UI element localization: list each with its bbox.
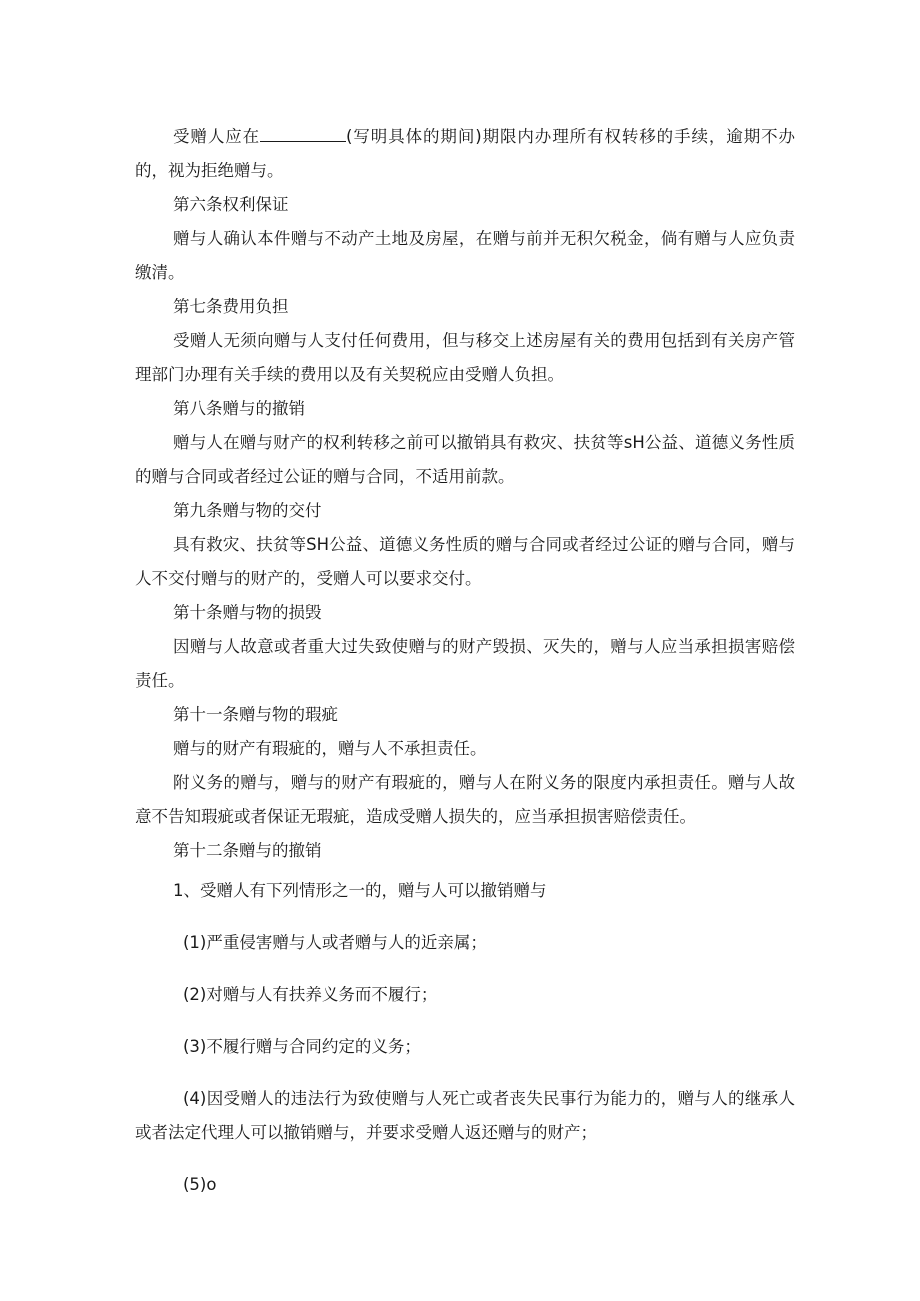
- transfer-deadline-text-before: 受赠人应在: [173, 127, 261, 146]
- article-12-title: 第十二条赠与的撤销: [173, 841, 322, 860]
- article-12-sub-5: (5)o: [183, 1175, 217, 1194]
- document-body: [135, 120, 795, 1202]
- article-7-body: 受赠人无须向赠与人支付任何费用，但与移交上述房屋有关的费用包括到有关房产管理部门办理有关手续的费用以及有关契税应由受赠人负担。: [135, 331, 795, 384]
- article-12-sub-2: (2)对赠与人有扶养义务而不履行；: [183, 985, 438, 1004]
- article-6-title: 第六条权利保证: [173, 195, 289, 214]
- article-9-body: 具有救灾、扶贫等SH公益、道德义务性质的赠与合同或者经过公证的赠与合同，赠与人不交付赠与的财产的，受赠人可以要求交付。: [135, 535, 795, 588]
- article-6-body: 赠与人确认本件赠与不动产土地及房屋，在赠与前并无积欠税金，倘有赠与人应负责缴清。: [135, 229, 795, 282]
- article-11-body-2: 附义务的赠与，赠与的财产有瑕疵的，赠与人在附义务的限度内承担责任。赠与人故意不告知瑕疵或者保证无瑕疵，造成受赠人损失的，应当承担损害赔偿责任。: [135, 773, 795, 826]
- article-12-sub-3: (3)不履行赠与合同约定的义务；: [183, 1037, 421, 1056]
- article-10-body: 因赠与人故意或者重大过失致使赠与的财产毁损、灭失的，赠与人应当承担损害赔偿责任。: [135, 637, 795, 690]
- transfer-deadline-paragraph: [135, 120, 795, 188]
- article-10-title: 第十条赠与物的损毁: [173, 603, 322, 622]
- article-11-title: 第十一条赠与物的瑕疵: [173, 705, 338, 724]
- article-11-body-1: 赠与的财产有瑕疵的，赠与人不承担责任。: [173, 739, 487, 758]
- article-9-title: 第九条赠与物的交付: [173, 501, 322, 520]
- transfer-deadline-text-after: (写明具体的期间)期限内办理所有权转移的手续，逾期不办的，视为拒绝赠与。: [135, 127, 796, 180]
- article-7-title: 第七条费用负担: [173, 297, 289, 316]
- article-8-body: 赠与人在赠与财产的权利转移之前可以撤销具有救灾、扶贫等sH公益、道德义务性质的赠与合同或者经过公证的赠与合同，不适用前款。: [135, 433, 795, 486]
- article-12-sub-1: (1)严重侵害赠与人或者赠与人的近亲属；: [183, 933, 487, 952]
- article-12-item-1: 1、受赠人有下列情形之一的，赠与人可以撤销赠与: [173, 881, 547, 900]
- article-12-sub-4: (4)因受赠人的违法行为致使赠与人死亡或者丧失民事行为能力的，赠与人的继承人或者法定代理人可以撤销赠与，并要求受赠人返还赠与的财产；: [135, 1089, 795, 1142]
- article-8-title: 第八条赠与的撤销: [173, 399, 305, 418]
- period-blank-field: [260, 127, 346, 142]
